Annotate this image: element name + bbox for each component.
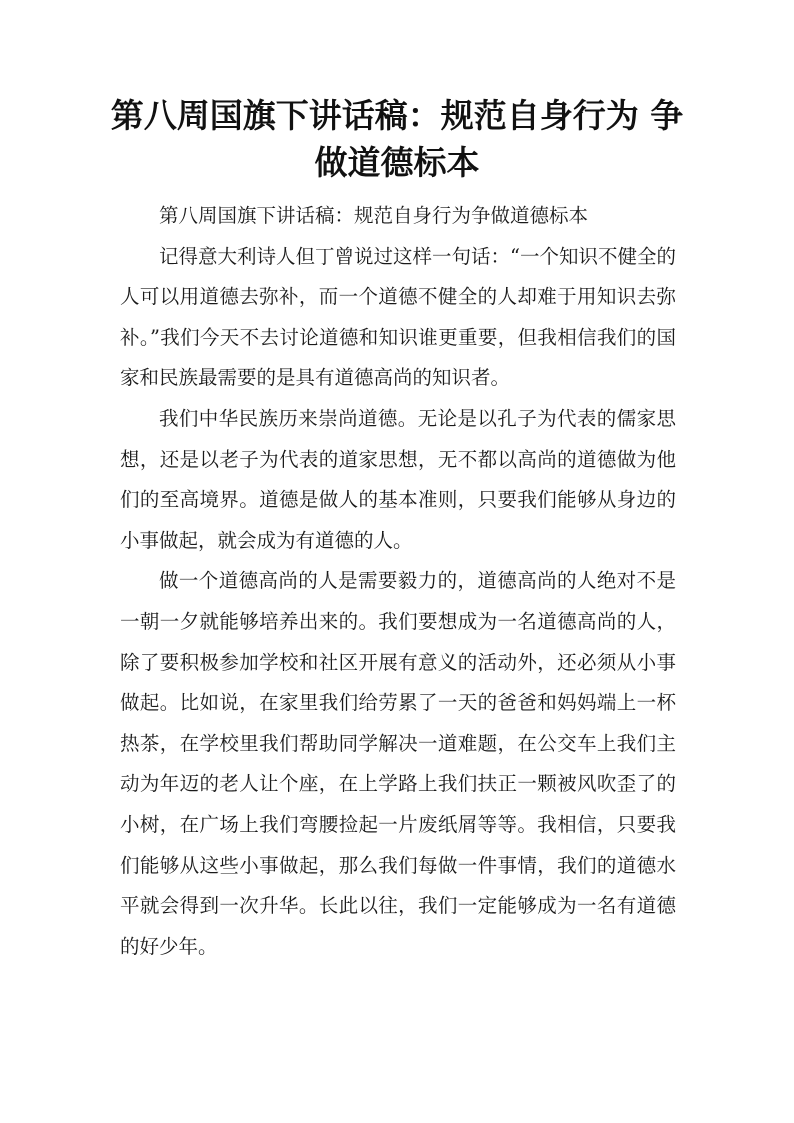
paragraph-chinese-tradition: 我们中华民族历来崇尚道德。无论是以孔子为代表的儒家思想，还是以老子为代表的道家思想，无不都以高尚的道德做为他们的至高境界。道德是做人的基本准则，只要我们能够从身边的小事做起，就会成为有道德的人。 — [120, 406, 676, 552]
paragraph-small-deeds: 做一个道德高尚的人是需要毅力的，道德高尚的人绝对不是一朝一夕就能够培养出来的。我们要想成为一名道德高尚的人，除了要积极参加学校和社区开展有意义的活动外，还必须从小事做起。比如说，在家里我们给劳累了一天的爸爸和妈妈端上一杯热茶，在学校里我们帮助同学解决一道难题，在公交车上我们主动为年迈的老人让个座，在上学路上我们扶正一颗被风吹歪了的小树，在广场上我们弯腰捡起一片废纸屑等等。我相信，只要我们能够从这些小事做起，那么我们每做一件事情，我们的道德水平就会得到一次升华。长此以往，我们一定能够成为一名有道德的好少年。 — [120, 569, 676, 958]
document-title: 第八周国旗下讲话稿：规范自身行为 争做道德标本 — [110, 96, 684, 182]
document-body — [120, 196, 676, 967]
paragraph-subtitle: 第八周国旗下讲话稿：规范自身行为争做道德标本 — [159, 204, 589, 227]
paragraph-dante-quote: 记得意大利诗人但丁曾说过这样一句话：“一个知识不健全的人可以用道德去弥补，而一个道德不健全的人却难于用知识去弥补。”我们今天不去讨论道德和知识谁更重要，但我相信我们的国家和民族最需要的是具有道德高尚的知识者。 — [120, 244, 676, 390]
